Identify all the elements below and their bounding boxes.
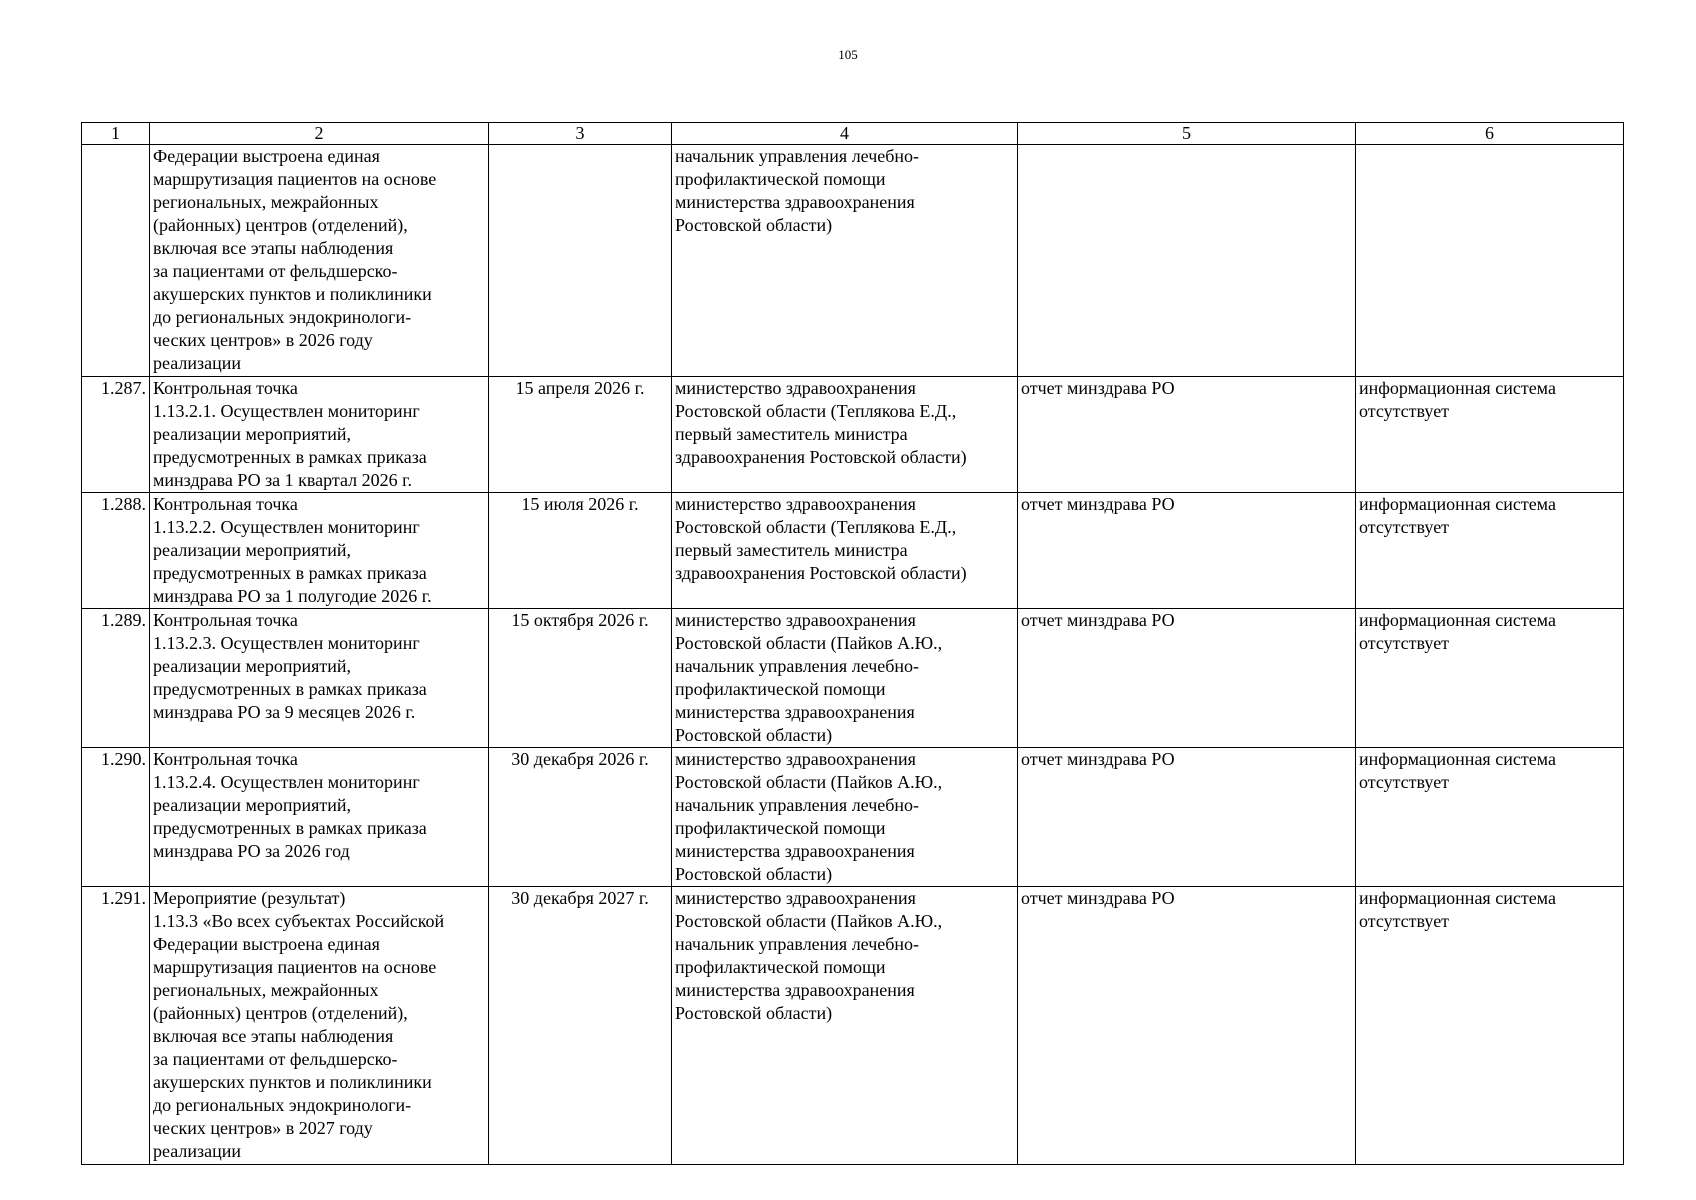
column-header: 6: [1356, 123, 1624, 145]
document-cell: отчет минздрава РО: [1018, 748, 1356, 887]
responsible-cell: министерство здравоохранения Ростовской области (Теплякова Е.Д., первый заместитель министра здравоохранения Ростовской области): [672, 493, 1018, 609]
column-header: 1: [82, 123, 150, 145]
responsible-cell: министерство здравоохранения Ростовской области (Пайков А.Ю., начальник управления лечебно- профилактической помощи министерства здравоохранения Ростовской области): [672, 748, 1018, 887]
date-cell: 15 апреля 2026 г.: [489, 377, 672, 493]
row-number: 1.288.: [82, 493, 150, 609]
responsible-cell: министерство здравоохранения Ростовской области (Пайков А.Ю., начальник управления лечебно- профилактической помощи министерства здравоохранения Ростовской области): [672, 609, 1018, 748]
table-row: [82, 609, 1624, 748]
document-cell: отчет минздрава РО: [1018, 377, 1356, 493]
table-row: [82, 887, 1624, 1165]
plan-table: [81, 122, 1624, 1165]
row-number: 1.290.: [82, 748, 150, 887]
document-cell: отчет минздрава РО: [1018, 887, 1356, 1165]
responsible-cell: министерство здравоохранения Ростовской области (Теплякова Е.Д., первый заместитель министра здравоохранения Ростовской области): [672, 377, 1018, 493]
event-cell: Контрольная точка 1.13.2.4. Осуществлен мониторинг реализации мероприятий, предусмотренных в рамках приказа минздрава РО за 2026 год: [150, 748, 489, 887]
row-number: 1.289.: [82, 609, 150, 748]
event-cell: Мероприятие (результат) 1.13.3 «Во всех субъектах Российской Федерации выстроена единая маршрутизация пациентов на основе региональных, межрайонных (районных) центров (отделений), включая все этапы наблюдения за пациентами от фельдшерско- акушерских пунктов и поликлиники до региональных эндокринологи- ческих центров» в 2027 году реализации: [150, 887, 489, 1165]
table-row: [82, 377, 1624, 493]
info-system-cell: [1356, 145, 1624, 377]
info-system-cell: информационная система отсутствует: [1356, 493, 1624, 609]
responsible-cell: министерство здравоохранения Ростовской области (Пайков А.Ю., начальник управления лечебно- профилактической помощи министерства здравоохранения Ростовской области): [672, 887, 1018, 1165]
table-header-row: [82, 123, 1624, 145]
table-row: [82, 145, 1624, 377]
column-header: 4: [672, 123, 1018, 145]
column-header: 2: [150, 123, 489, 145]
info-system-cell: информационная система отсутствует: [1356, 377, 1624, 493]
date-cell: 30 декабря 2027 г.: [489, 887, 672, 1165]
info-system-cell: информационная система отсутствует: [1356, 609, 1624, 748]
event-cell: Контрольная точка 1.13.2.2. Осуществлен мониторинг реализации мероприятий, предусмотренных в рамках приказа минздрава РО за 1 полугодие 2026 г.: [150, 493, 489, 609]
row-number: 1.291.: [82, 887, 150, 1165]
event-cell: Федерации выстроена единая маршрутизация пациентов на основе региональных, межрайонных (районных) центров (отделений), включая все этапы наблюдения за пациентами от фельдшерско- акушерских пунктов и поликлиники до региональных эндокринологи- ческих центров» в 2026 году реализации: [150, 145, 489, 377]
info-system-cell: информационная система отсутствует: [1356, 887, 1624, 1165]
date-cell: 15 июля 2026 г.: [489, 493, 672, 609]
event-cell: Контрольная точка 1.13.2.3. Осуществлен мониторинг реализации мероприятий, предусмотренных в рамках приказа минздрава РО за 9 месяцев 2026 г.: [150, 609, 489, 748]
event-cell: Контрольная точка 1.13.2.1. Осуществлен мониторинг реализации мероприятий, предусмотренных в рамках приказа минздрава РО за 1 квартал 2026 г.: [150, 377, 489, 493]
document-cell: отчет минздрава РО: [1018, 609, 1356, 748]
date-cell: 30 декабря 2026 г.: [489, 748, 672, 887]
date-cell: 15 октября 2026 г.: [489, 609, 672, 748]
column-header: 3: [489, 123, 672, 145]
row-number: [82, 145, 150, 377]
document-cell: [1018, 145, 1356, 377]
date-cell: [489, 145, 672, 377]
responsible-cell: начальник управления лечебно- профилактической помощи министерства здравоохранения Ростовской области): [672, 145, 1018, 377]
row-number: 1.287.: [82, 377, 150, 493]
table-row: [82, 748, 1624, 887]
column-header: 5: [1018, 123, 1356, 145]
info-system-cell: информационная система отсутствует: [1356, 748, 1624, 887]
document-cell: отчет минздрава РО: [1018, 493, 1356, 609]
page-number: 105: [838, 47, 858, 62]
table-row: [82, 493, 1624, 609]
